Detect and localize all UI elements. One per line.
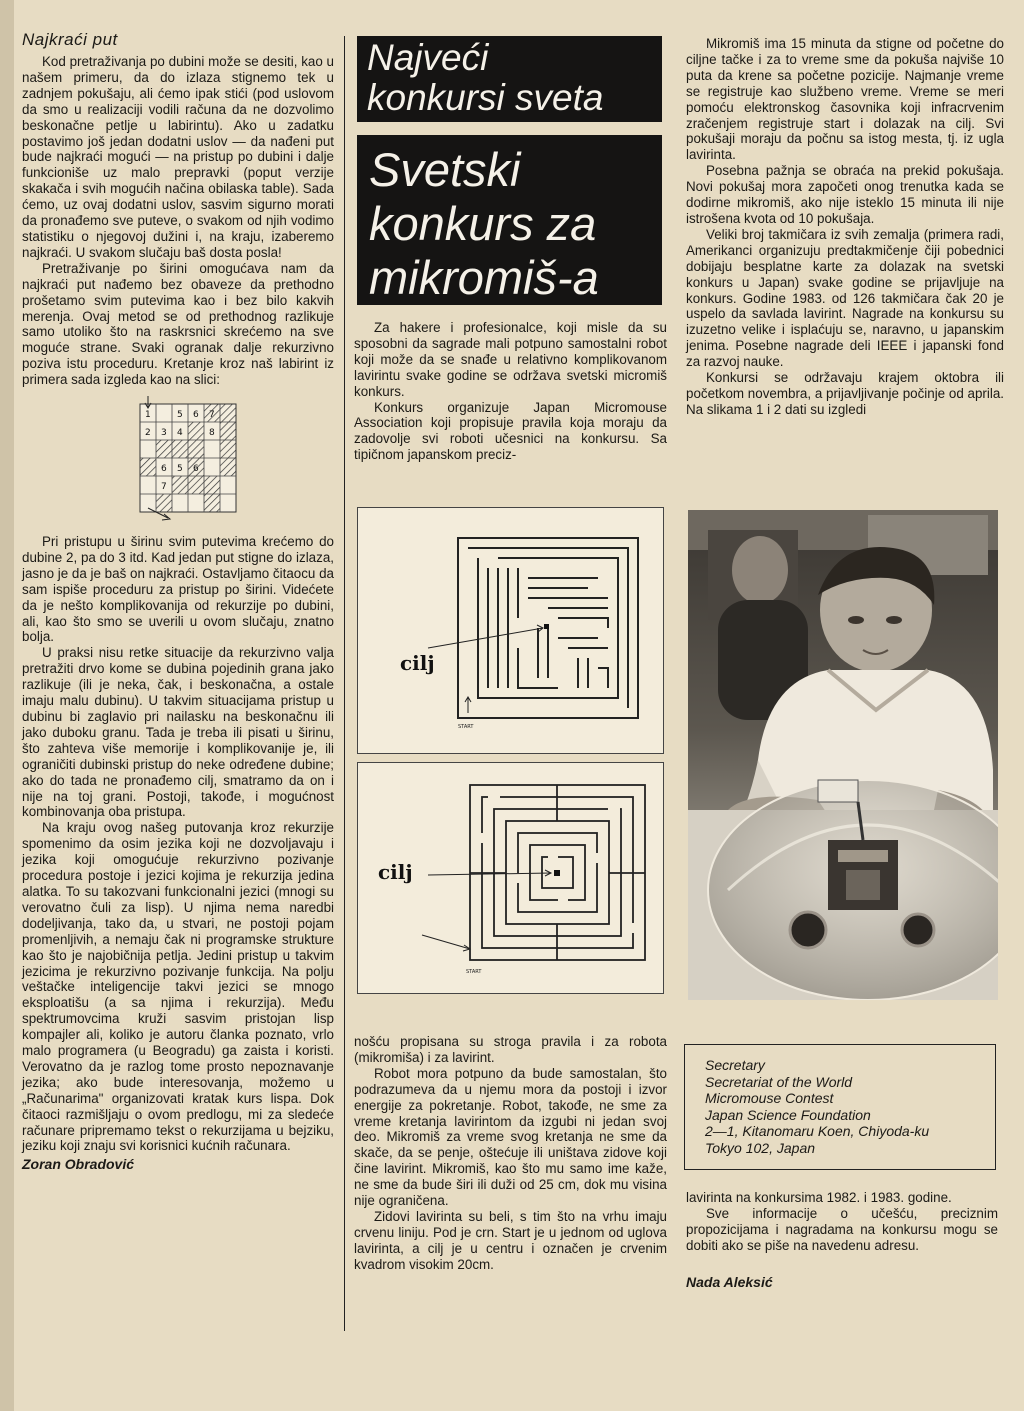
start-label: START xyxy=(458,724,474,730)
photo-drawing xyxy=(688,510,998,1000)
paragraph: Na kraju ovog našeg putovanja kroz rekurzije spomenimo da osim jezika koji ne dozvoljavaju i jezika koji omogućuje rekurzivno pozivanje procedura postoje i jezici kojima je rekurzija jedina alatka. To su takozvani funkcionalni jezici (mnogi su verovatno čuli za lisp). U njima nema naredbi dodeljivanja, tako da, u stvari, ne postoji pojam promenljivih, a nemaju čak ni programske strukture kao što je najobičnija petlja. Jedini pristup u takvim jezicima je rekurzivno pozivanje funkcija. Na polju veštačke inteligencije takvi jezici se mnogo eksploatišu (a sa njima i rekurzija). Među spektrumovcima kruži sasvim pristojan lisp kompajler ali, koliko je autoru članka poznato, vrlo malo programera (u Beogradu) ga zaista i koristi. Verovatno da je razlog tome prosto nepoznavanje jezika; ako bude interesovanja, možemo u „Računarima" organizovati kratak kurs lispa. Dok čitaoci razmišljaju o ovom predlogu, mi za sledeće računare pripremamo tekst o rekurzijama u bejziku, jeziku koji znaju svi korisnici kućnih računara. xyxy=(22,820,334,1154)
address-line: 2—1, Kitanomaru Koen, Chiyoda-ku xyxy=(705,1123,930,1139)
grid-step-number: 6 xyxy=(193,464,199,475)
grid-step-number: 7 xyxy=(161,482,167,493)
grid-step-number: 8 xyxy=(209,428,215,439)
address-line: Micromouse Contest xyxy=(705,1090,834,1106)
address-line: Tokyo 102, Japan xyxy=(705,1139,816,1156)
paragraph: Sve informacije o učešću, preciznim propozicijama i nagradama na konkursu mogu se dobiti ako se piše na navedenu adresu. xyxy=(686,1205,998,1253)
address-line: Secretary xyxy=(705,1057,765,1073)
address-line: Japan Science Foundation xyxy=(705,1106,871,1123)
paragraph: Za hakere i profesionalce, koji misle da su sposobni da sagrade mali potpuno samostalni robot koji može da se snađe u relativno komplikovanom lavirintu svake godine se održava svetski micromiš konkurs. xyxy=(354,320,667,399)
goal-label: cilj xyxy=(378,860,413,884)
start-label: START xyxy=(466,969,482,975)
paragraph: Kod pretraživanja po dubini može se desiti, kao u našem primeru, da do izlaza stignemo tek u zadnjem pokušaju, ali ćemo ipak stići (pod uslovom da smo u realizaciji vodili računa da ne dozvolimo beskonačne petlje u labirintu). Ako u zadatku postavimo još jedan dodatni uslov — da nađeni put bude najkraći mogući — na pristup po dubini i dalje funkcioniše uz malo prepravki (poput verzije skakača i svih mogućih načina obilaska table). Sada ćemo, uz ovaj dodatni uslov, sasvim sigurno morati da pronađemo sve puteve, o svakom od njih vodimo statistiku o njegovoj dužini i, na kraju, izaberemo najkraći. U svakom slučaju baš dosta posla! xyxy=(22,54,334,260)
maze-figure-2 xyxy=(357,762,664,994)
section-banner xyxy=(357,36,662,122)
title-line: konkurs za xyxy=(369,197,597,250)
paragraph: Posebna pažnja se obraća na prekid pokušaja. Novi pokušaj mora započeti onog trenutka kada se dodirne mikromiš, ako nije isteklo 15 minuta ili nije istrošena kvota od 10 pokušaja. xyxy=(686,163,1004,226)
photo-boy-with-micromouse xyxy=(688,510,998,1000)
maze-drawing-2 xyxy=(358,763,663,993)
paragraph: Zidovi lavirinta su beli, s tim što na vrhu imaju crvenu liniju. Pod je crn. Start je u jednom od uglova lavirinta, a cilj je u centru i označen je crvenim kvadrom visokim 20cm. xyxy=(354,1208,667,1272)
grid-step-number: 6 xyxy=(193,410,199,421)
goal-marker xyxy=(544,624,549,629)
goal-marker xyxy=(554,870,560,876)
grid-step-number: 4 xyxy=(177,428,183,439)
middle-after xyxy=(354,1034,667,1273)
grid-step-number: 1 xyxy=(145,410,151,421)
banner-line: Najveći xyxy=(367,37,489,78)
page-edge xyxy=(0,0,14,1411)
title-line: mikromiš-a xyxy=(369,251,599,304)
paragraph: Konkursi se održavaju krajem oktobra ili početkom novembra, a prijavljivanje počinje od aprila. Na slikama 1 i 2 dati su izgledi xyxy=(686,370,1004,417)
grid-step-number: 5 xyxy=(177,410,183,421)
middle-intro xyxy=(354,320,667,463)
grid-step-number: 7 xyxy=(209,410,215,421)
paragraph: U praksi nisu retke situacije da rekurzivno valja pretražiti drvo kome se dubina pojedinih grana jako razlikuje (ili je neka, čak, i beskonačna, a ostale imaju malu dubinu). U takvim situacijama pristup u dubinu bi zaglavio pri nailasku na beskonačnu ili jako duboku granu. Tada je treba ili pisati u širinu, što zahteva više memorije i komplikovanije je, ili ograničiti dubinski pristup do neke određene dubine; ako do tada ne pronađemo cilj, smatramo da on i nije na toj grani. Postoji, takođe, i mogućnost kombinovanja oba pristupa. xyxy=(22,645,334,820)
right-column-bottom xyxy=(686,1190,998,1290)
maze-grid-figure xyxy=(22,394,334,526)
maze-grid-drawing xyxy=(22,394,334,526)
paragraph: Mikromiš ima 15 minuta da stigne od početne do ciljne tačke i za to vreme sme da pokuša najviše 10 puta da krene sa početne pozicije. Najmanje vreme se registruje kao službeno vreme. Vreme se meri pomoću elektronskog časovnika koji infracrvenim zračenjem registruje start i dolazak na cilj. Svi pokušaji moraju da počnu sa istog mesta, tj. iz ugla lavirinta. xyxy=(686,36,1004,163)
contact-address-box xyxy=(684,1044,996,1170)
column-divider xyxy=(344,36,345,1331)
paragraph: Pretraživanje po širini omogućava nam da najkraći put nađemo bez obaveze da prethodno prošetamo svim putevima kao i bez bilo kakvih merenja. Ovaj metod se od prethodnog razlikuje samo utoliko što na raskrsnici skrećemo na sve moguće strane. Svaki ogranak dalje rekurzivno poziva istu proceduru. Kretanje kroz naš labirint iz primera sada izgleda kao na slici: xyxy=(22,260,334,388)
paragraph: Konkurs organizuje Japan Micromouse Association koji propisuje pravila koja moraju da zadovolje svi roboti učesnici na konkursu. Sa tipičnom japanskom preciz- xyxy=(354,399,667,463)
maze-figure-1 xyxy=(357,507,664,754)
author-signature: Nada Aleksić xyxy=(686,1273,773,1290)
grid-step-number: 5 xyxy=(177,464,183,475)
banner-line: konkursi sveta xyxy=(367,77,604,118)
goal-label: cilj xyxy=(400,651,435,675)
grid-step-number: 6 xyxy=(161,464,167,475)
author-signature: Zoran Obradović xyxy=(22,1156,135,1173)
paragraph: Pri pristupu u širinu svim putevima krećemo do dubine 2, pa do 3 itd. Kad jedan put stigne do izlaza, jasno je da je baš on najkraći. Ostavljamo čitaocu da sam ispiše proceduru za pristup po širini. Videćete da je nešto komplikovanija od rekurzije po dubini, ali, kao što smo se uverili u ovom slučaju, znatno bolja. xyxy=(22,534,334,645)
left-column xyxy=(22,30,334,1172)
grid-step-number: 2 xyxy=(145,428,151,439)
section-heading: Najkraći put xyxy=(22,30,118,49)
title-line: Svetski xyxy=(369,143,521,196)
paragraph: Veliki broj takmičara iz svih zemalja (primera radi, Amerikanci organizuju predtakmičenje čiji pobednici dobijaju besplatne karte za dolazak na svetski konkurs u Japan) svake godine se prijavljuje na konkurs. Godine 1983. od 126 takmičara čak 20 je uspelo da savlada lavirint. Nagrade na konkursu su izuzetno velike i isplaćuju se, naravno, u japanskim jenima. Posebne nagrade deli IEEE i japanski fond za razvoj nauke. xyxy=(686,226,1004,370)
maze-drawing-1 xyxy=(358,508,663,753)
address-line: Secretariat of the World xyxy=(705,1073,853,1090)
paragraph: nošću propisana su stroga pravila i za robota (mikromiša) i za lavirint. xyxy=(354,1034,667,1065)
right-column-top xyxy=(686,36,1004,418)
paragraph: lavirinta na konkursima 1982. i 1983. godine. xyxy=(686,1190,952,1205)
paragraph: Robot mora potpuno da bude samostalan, što podrazumeva da u njemu mora da postoji i izvor energije za pokretanje. Robot, takođe, ne sme za vreme kretanja lavirintom da izgubi ni jedan svoj deo. Mikromiš za vreme svog kretanja ne sme da skače, da se penje, oštećuje ili uništava zidove koji čine lavirint. Mikromiš, kao što mu samo ime kaže, ne sme da bude širi ili duži od 25 cm, dok mu visina nije ograničena. xyxy=(354,1065,667,1209)
grid-step-number: 3 xyxy=(161,428,167,439)
article-title xyxy=(357,135,662,305)
